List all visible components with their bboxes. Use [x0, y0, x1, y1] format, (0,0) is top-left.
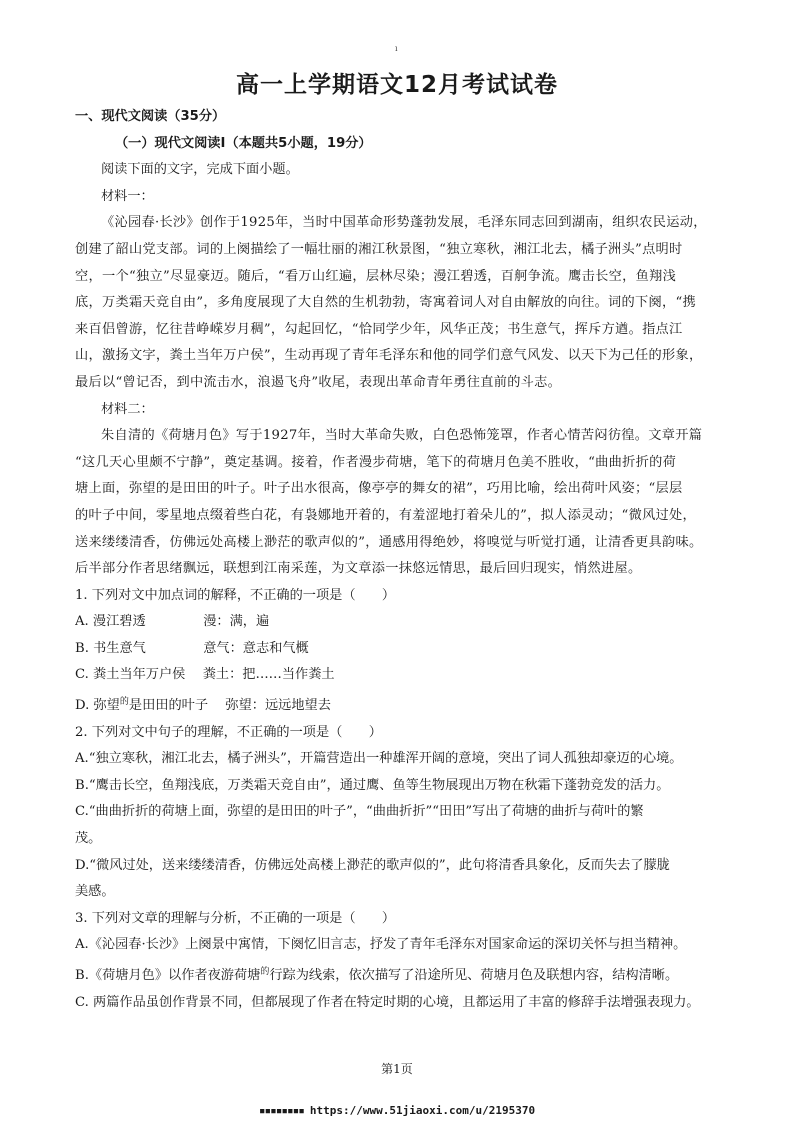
material2-text [75, 423, 723, 583]
material2-label: 材料二： [101, 401, 154, 417]
page-number: 第1页 [381, 1062, 413, 1076]
question-2-option-line: 美感。 [75, 884, 115, 900]
material1-line: 底，万类霜天竞自由”，多角度展现了大自然的生机勃勃，寄寓着词人对自由解放的向往。词的下阕，“携 [75, 295, 697, 311]
material1-line: 《沁园春·长沙》创作于1925年，当时中国革命形势蓬勃发展，毛泽东同志回到湖南，组织农民运动， [101, 215, 707, 231]
option-explanation: 漫：满，遍 [203, 614, 270, 630]
option-term: C. 粪土当年万户侯 [75, 667, 186, 683]
material1-line: 创建了韶山党支部。词的上阕描绘了一幅壮丽的湘江秋景图，“独立寒秋，湘江北去，橘子洲头”点明时 [75, 241, 683, 257]
question-2-option-line: 茂。 [75, 831, 102, 847]
top-mark: ı [395, 44, 398, 53]
material2-line: 塘上面，弥望的是田田的叶子。叶子出水很高，像亭亭的舞女的裙”，巧用比喻，绘出荷叶风姿；“层层 [75, 481, 683, 497]
question-2-option-line: C.“曲曲折折的荷塘上面，弥望的是田田的叶子”，“曲曲折折”“田田”写出了荷塘的曲折与荷叶的繁 [75, 804, 644, 820]
section-heading: 一、现代文阅读（35分） [75, 109, 226, 124]
question-2-stem: 2. 下列对文中句子的理解，不正确的一项是（ ） [75, 724, 382, 740]
source-url: https://www.51jiaoxi.com/u/2195370 [309, 1104, 536, 1117]
material1-label: 材料一： [101, 188, 154, 204]
question-1-option-a [75, 609, 723, 636]
watermark-logo: ▪▪▪▪▪▪▪▪ [258, 1104, 304, 1117]
question-1-option-d [75, 689, 723, 720]
material2-line: “这几天心里颇不宁静”，奠定基调。接着，作者漫步荷塘，笔下的荷塘月色美不胜收，“曲曲折折的荷 [75, 454, 677, 470]
page-title: 高一上学期语文12月考试试卷 [235, 72, 558, 98]
option-term: D. 弥望$^的$是田田的叶子 [75, 697, 209, 714]
material2-line: 朱自清的《荷塘月色》写于1927年，当时大革命失败，白色恐怖笼罩，作者心情苦闷彷徨。文章开篇 [101, 428, 703, 444]
question-3-option-c: C. 两篇作品虽创作背景不同，但都展现了作者在特定时期的心境，且都运用了丰富的修辞手法增强表现力。 [75, 994, 700, 1010]
question-1-option-b [75, 636, 723, 663]
material2-line: 后半部分作者思绪飘远，联想到江南采莲，为文章添一抹悠远情思，最后回归现实，悄然进屋。 [75, 561, 642, 577]
content [75, 104, 723, 1016]
option-term: A. 漫江碧透 [75, 614, 146, 630]
question-2-option-line: A.“独立寒秋，湘江北去，橘子洲头”，开篇营造出一种雄浑开阔的意境，突出了词人孤独却豪迈的心境。 [75, 751, 683, 767]
question-2-option-line: B.“鹰击长空，鱼翔浅底，万类霜天竞自由”，通过鹰、鱼等生物展现出万物在秋霜下蓬勃竞发的活力。 [75, 777, 670, 793]
question-1-option-c [75, 662, 723, 689]
instruction: 阅读下面的文字，完成下面小题。 [101, 162, 299, 178]
material1-text [75, 210, 723, 396]
material1-line: 来百侣曾游，忆往昔峥嵘岁月稠”，勾起回忆，“恰同学少年，风华正茂；书生意气，挥斥方遒。指点江 [75, 321, 683, 337]
question-3-option-b: B.《荷塘月色》以作者夜游荷塘$^的$行踪为线索，依次描写了沿途所见、荷塘月色及联想内容，结构清晰。 [75, 967, 679, 983]
material1-line: 山，激扬文字，粪土当年万户侯”，生动再现了青年毛泽东和他的同学们意气风发、以天下为己任的形象， [75, 348, 703, 364]
question-3-option-a: A.《沁园春·长沙》上阕景中寓情，下阕忆旧言志，抒发了青年毛泽东对国家命运的深切关怀与担当精神。 [75, 937, 687, 953]
source-url-line [0, 1104, 794, 1117]
subsection-heading: （一）现代文阅读Ⅰ（本题共5小题，19分） [115, 135, 372, 151]
option-term: B. 书生意气 [75, 640, 146, 656]
question-2-option-line: D.“微风过处，送来缕缕清香，仿佛远处高楼上渺茫的歌声似的”，此句将清香具象化，反而失去了朦胧 [75, 857, 670, 873]
question-3-stem: 3. 下列对文章的理解与分析，不正确的一项是（ ） [75, 910, 396, 926]
material2-line: 的叶子中间，零星地点缀着些白花，有袅娜地开着的，有羞涩地打着朵儿的”，拟人添灵动；“微风过处， [75, 507, 697, 523]
material2-line: 送来缕缕清香，仿佛远处高楼上渺茫的歌声似的”，通感用得绝妙，将嗅觉与听觉打通，让清香更具韵味。 [75, 534, 703, 550]
option-explanation: 弥望：远远地望去 [225, 698, 331, 714]
option-explanation: 意气：意志和气概 [203, 640, 309, 656]
material1-line: 空，一个“独立”尽显豪迈。随后，“看万山红遍，层林尽染；漫江碧透，百舸争流。鹰击长空，鱼翔浅 [75, 268, 677, 284]
option-explanation: 粪土：把……当作粪土 [202, 667, 335, 683]
material1-line: 最后以“曾记否，到中流击水，浪遏飞舟”收尾，表现出革命青年勇往直前的斗志。 [75, 374, 562, 390]
question-1-stem: 1. 下列对文中加点词的解释，不正确的一项是（ ） [75, 587, 396, 603]
